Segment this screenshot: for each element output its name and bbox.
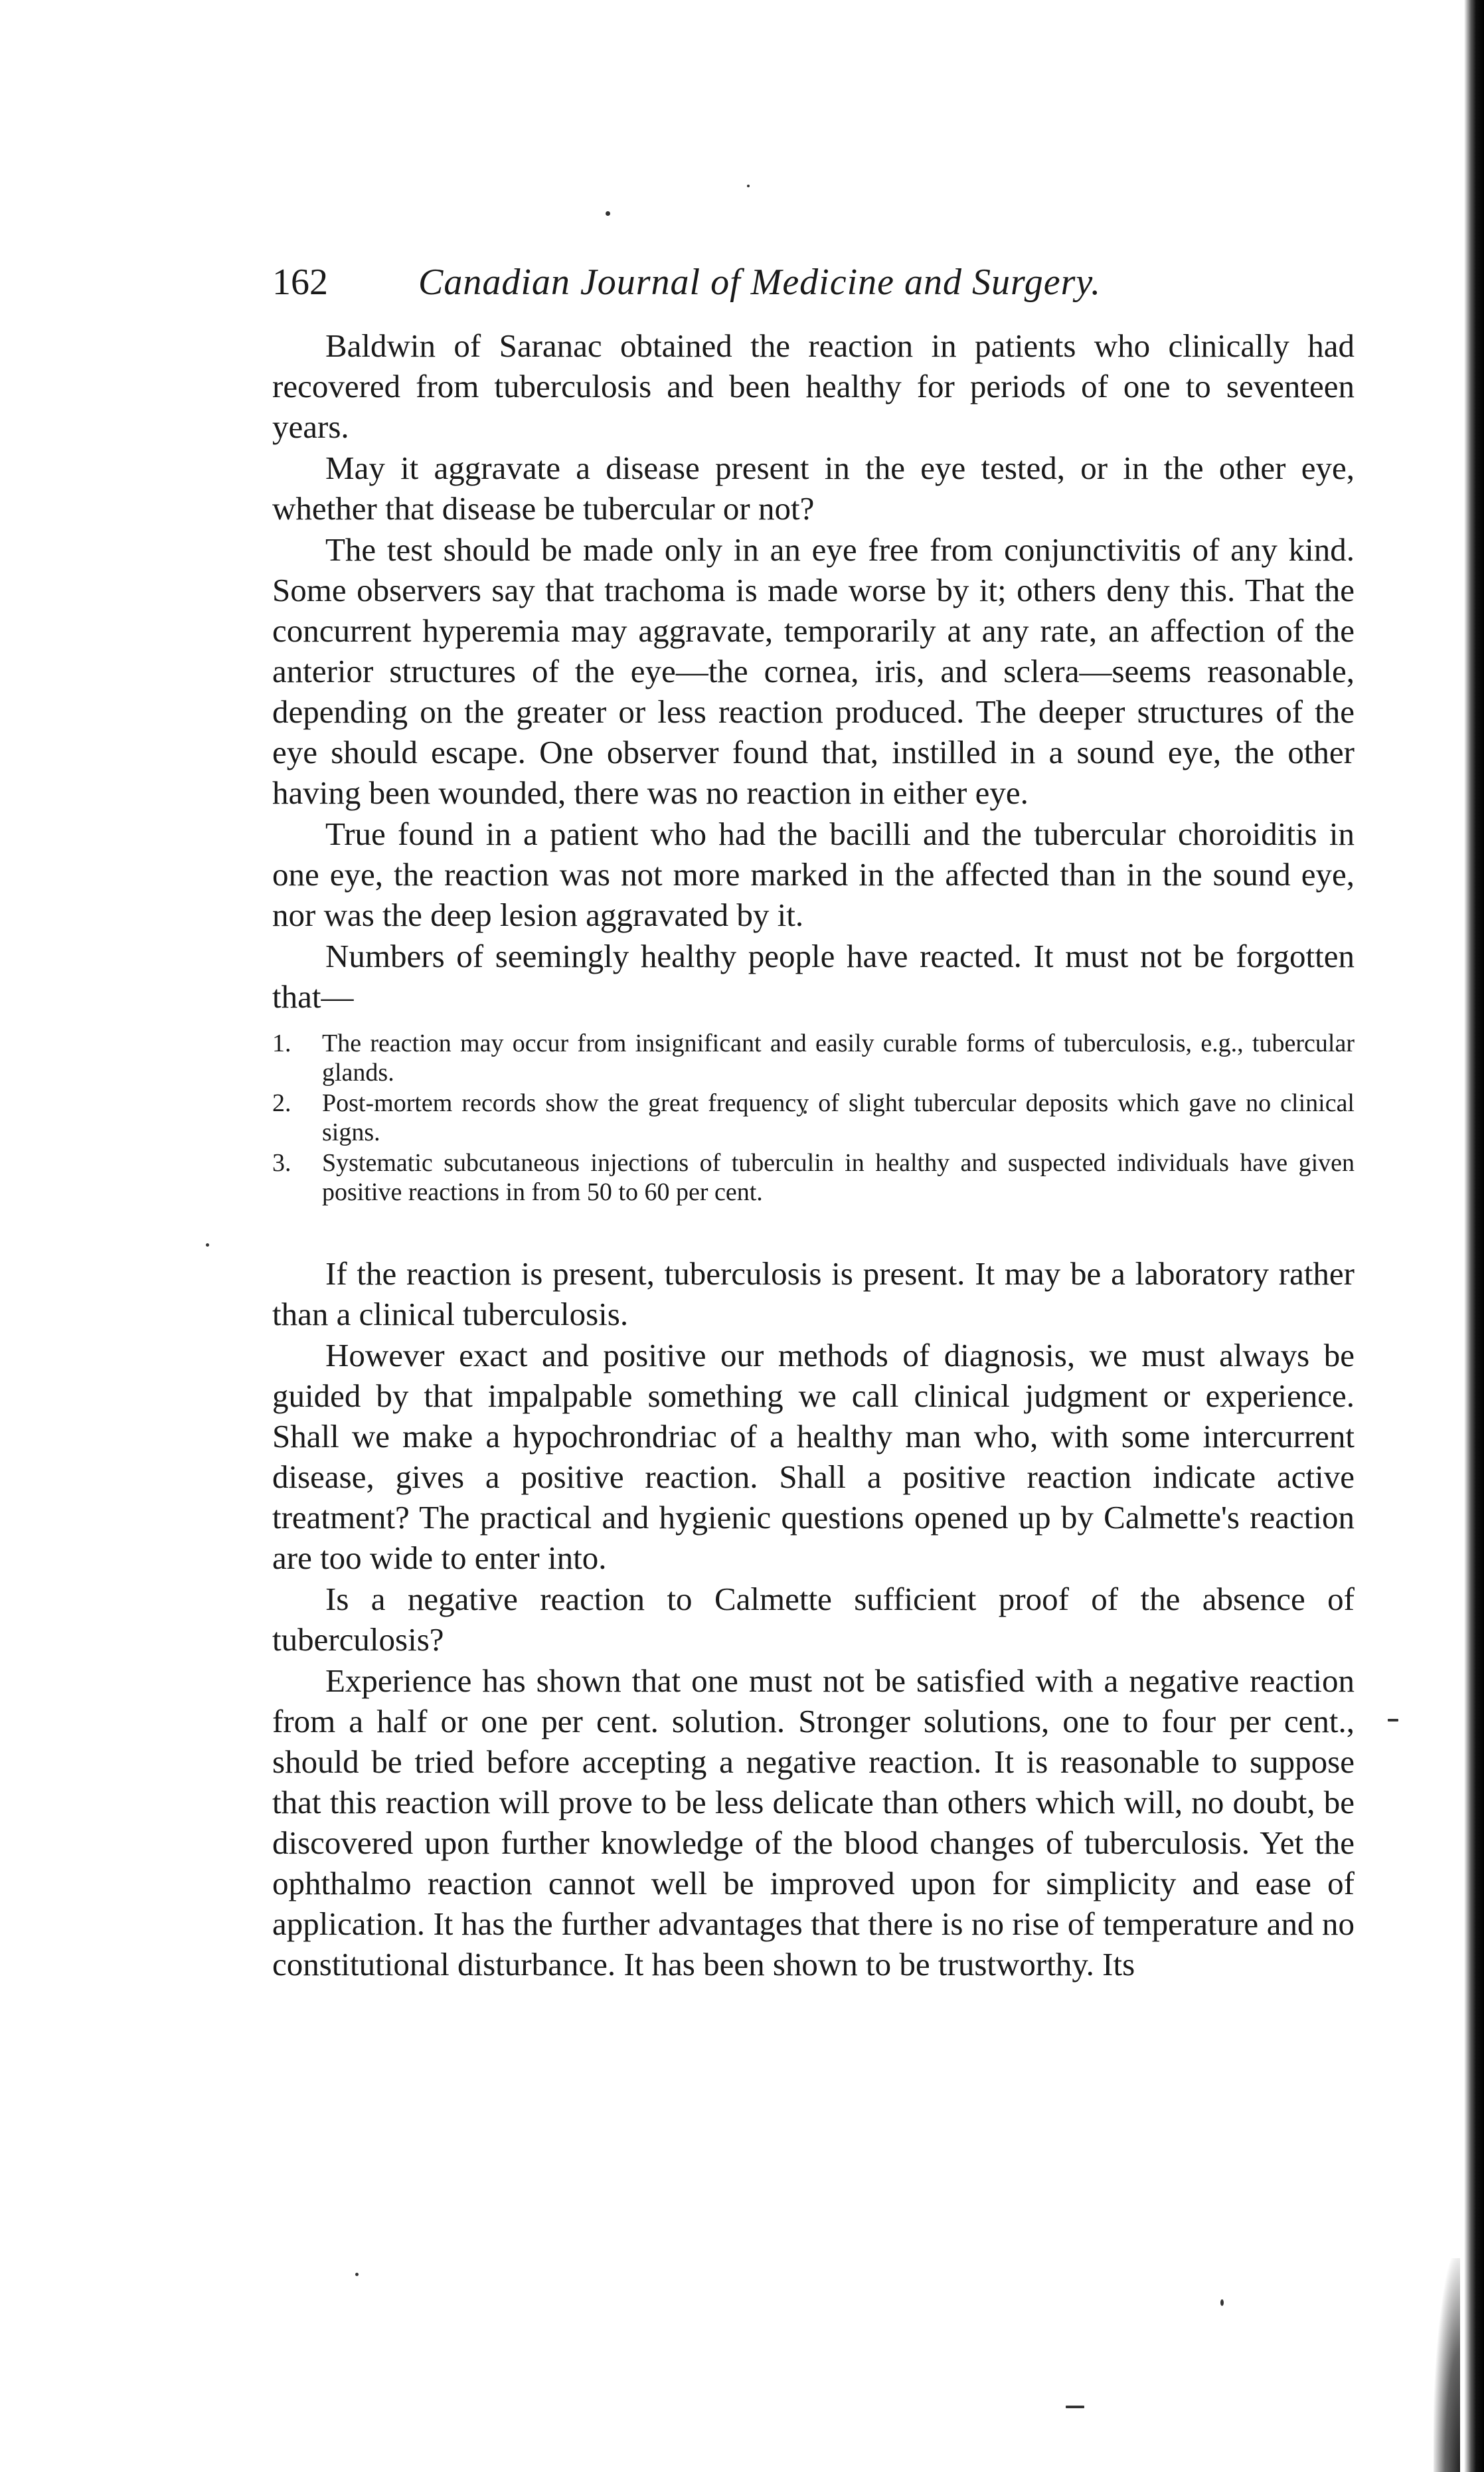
- paragraph-baldwin: Baldwin of Saranac obtained the reaction in patients who clinically had recovered from tuberculosis and been healthy for periods of one to seventeen years.: [272, 327, 1355, 445]
- paragraph-clinical-judgment: However exact and positive our methods of diagnosis, we must always be guided by that impalpable something we call clinical judgment or experience. Shall we make a hypochrondriac of a healthy man who, with some intercurrent disease, gives a positive reaction. Shall a positive reaction indicate active treatment? The practical and hygienic questions opened up by Calmette's reaction are too wide to enter into.: [272, 1337, 1355, 1576]
- paragraph-reaction-present: If the reaction is present, tuberculosis is present. It may be a laboratory rather than a clinical tuberculosis.: [272, 1255, 1355, 1332]
- article-body: [272, 325, 1355, 1985]
- paragraph-aggravate-question: May it aggravate a disease present in the eye tested, or in the other eye, whether that disease be tubercular or not?: [272, 450, 1355, 527]
- list-item-number: 2.: [272, 1089, 291, 1117]
- list-item: [272, 1029, 1355, 1087]
- journal-title: Canadian Journal of Medicine and Surgery.: [418, 262, 1102, 303]
- binding-corner-shadow: [1434, 2258, 1460, 2472]
- running-header: [272, 256, 1255, 309]
- list-item-text: Post-mortem records show the great frequency of slight tubercular deposits which gave no clinical signs.: [322, 1089, 1355, 1146]
- list-item-text: The reaction may occur from insignificant and easily curable forms of tuberculosis, e.g., tubercular glands.: [322, 1029, 1355, 1087]
- binding-edge-shadow: [1464, 0, 1484, 2472]
- list-item: [272, 1089, 1355, 1147]
- paragraph-test-conditions: The test should be made only in an eye free from conjunctivitis of any kind. Some observers say that trachoma is made worse by it; others deny this. That the concurrent hyperemia may aggravate, temporarily at any rate, an affection of the anterior structures of the eye—the cornea, iris, and sclera—seems reasonable, depending on the greater or less reaction produced. The deeper structures of the eye should escape. One observer found that, instilled in a sound eye, the other having been wounded, there was no reaction in either eye.: [272, 531, 1355, 811]
- paragraph-negative-question: Is a negative reaction to Calmette sufficient proof of the absence of tuberculosis?: [272, 1581, 1355, 1658]
- page-number: 162: [272, 262, 328, 303]
- list-item-text: Systematic subcutaneous injections of tuberculin in healthy and suspected individuals have given positive reactions in from 50 to 60 per cent.: [322, 1149, 1355, 1206]
- paragraph-experience: Experience has shown that one must not be satisfied with a negative reaction from a half or one per cent. solution. Stronger solutions, one to four per cent., should be tried before accepting a negative reaction. It is reasonable to suppose that this reaction will prove to be less delicate than others which will, no doubt, be discovered upon further knowledge of the blood changes of tuberculosis. Yet the ophthalmo reaction cannot well be improved upon for simplicity and ease of application. It has the further advantages that there is no rise of temperature and no constitutional disturbance. It has been shown to be trustworthy. Its: [272, 1662, 1355, 1983]
- list-item-number: 3.: [272, 1149, 291, 1177]
- numbered-list: [272, 1029, 1355, 1207]
- list-item: [272, 1148, 1355, 1207]
- paragraph-true-found: True found in a patient who had the bacilli and the tubercular choroiditis in one eye, the reaction was not more marked in the affected than in the sound eye, nor was the deep lesion aggravated by it.: [272, 816, 1355, 933]
- paragraph-healthy-reacted: Numbers of seemingly healthy people have reacted. It must not be forgotten that—: [272, 938, 1355, 1015]
- list-item-number: 1.: [272, 1029, 291, 1057]
